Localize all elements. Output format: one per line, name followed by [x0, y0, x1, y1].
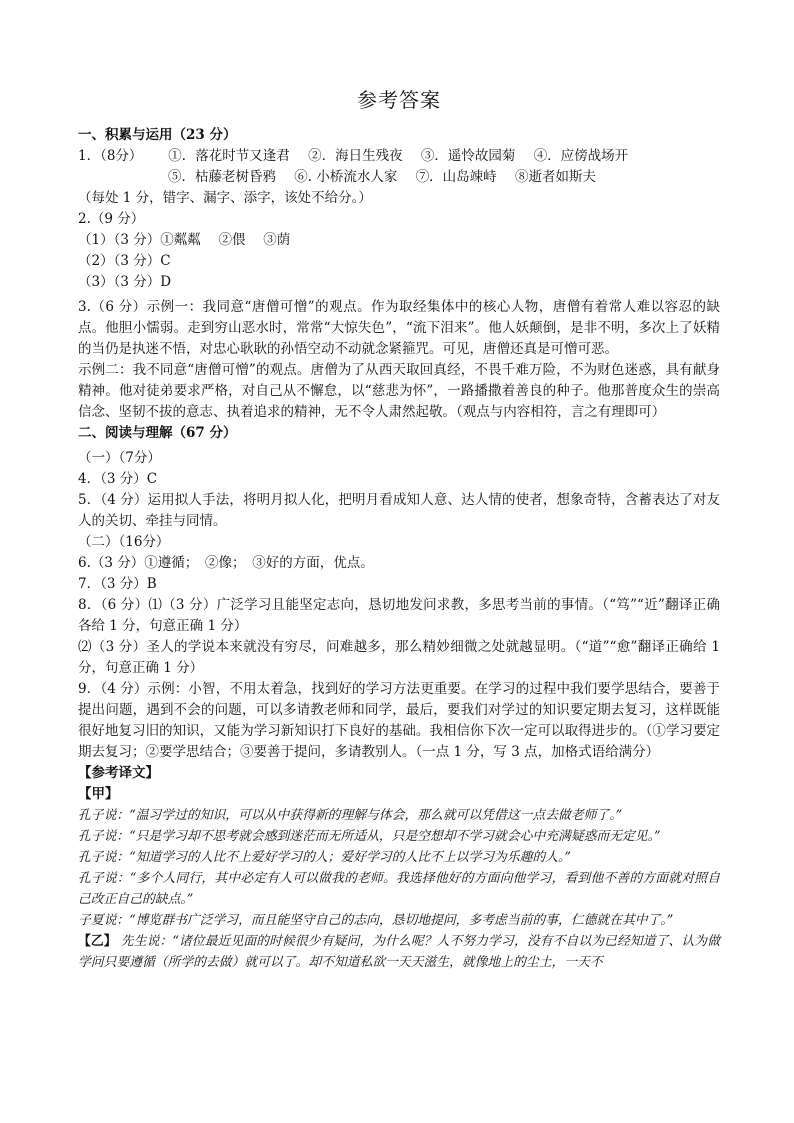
q3-example-2: 示例二：我不同意“唐僧可憎”的观点。唐僧为了从西天取回真经，不畏千难万险，不为财色迷惑，具有献身精神。他对徒弟要求严格，对自己从不懈怠，以“慈悲为怀”，一路播撒着善良的种子。他那普度众生的崇高信念、坚韧不拔的意志、执着追求的精神，无不令人肃然起敬。（观点与内容相符，言之有理即可）: [78, 362, 720, 420]
q9-answer: 9．（4 分）示例：小智，不用太着急，找到好的学习方法更重要。在学习的过程中我们要学思结合，要善于提出问题，遇到不会的问题，可以多请教老师和同学，最后，要我们对学过的知识要定期去复习，这样既能很好地复习旧的知识，又能为学习新知识打下良好的基础。我相信你下次一定可以取得进步的。（①学习要定期去复习；②要学思结合；③要善于提问，多请教别人。（一点 1 分，写 3 点，加格式语给满分）: [78, 681, 720, 760]
q1-answer-8: ⑧逝者如斯夫: [514, 169, 596, 185]
translation-line: 子夏说：“博览群书广泛学习，而且能坚守自己的志向，恳切地提问，多考虑当前的事，仁德就在其中了。”: [78, 913, 674, 928]
yi-paragraph: [78, 931, 720, 973]
q1-prefix: 1．（8分）: [78, 148, 143, 164]
q1-note: （每处 1 分，错字、漏字、添字，该处不给分。）: [78, 190, 372, 206]
section1-heading: 一、积累与运用（23 分）: [78, 127, 237, 143]
q3-example-1: 3.（6 分）示例一：我同意“唐僧可憎”的观点。作为取经集体中的核心人物，唐僧有着常人难以容忍的缺点。他胆小懦弱。走到穷山恶水时，常常“大惊失色”，“流下泪来”。他人妖颠倒，是非不明，多次上了妖精的当仍是执迷不悟，对忠心耿耿的孙悟空动不动就念紧箍咒。可见，唐僧还真是可憎可恶。: [78, 299, 720, 357]
reference-translation-heading: 【参考译文】: [78, 765, 159, 781]
q8-answer-1: 8．（6 分）⑴（3 分）广泛学习且能坚定志向，恳切地发问求教，多思考当前的事情。（“笃”“近”翻译正确各给 1 分，句意正确 1 分）: [78, 597, 720, 634]
q5-answer: 5．（4 分）运用拟人手法，将明月拟人化，把明月看成知人意、达人情的使者，想象奇特，含蓄表达了对友人的关切、牵挂与同情。: [78, 492, 720, 529]
section2-heading: 二、阅读与理解（67 分）: [78, 425, 237, 441]
q2-heading: 2.（9 分）: [78, 211, 145, 227]
page-title: 参考答案: [357, 88, 441, 112]
q6-answer: 6.（3 分）①遵循； ②像； ③好的方面，优点。: [78, 555, 374, 571]
q1-answer-3: ③．遥怜故园菊: [420, 148, 516, 164]
q1-answer-4: ④．应傍战场开: [533, 148, 629, 164]
yi-translation: 先生说：“诸位最近见面的时候很少有疑问，为什么呢？人不努力学习，没有不自以为已经知道了、认为做学问只要遵循（所学的去做）就可以了。却不知道私欲一天天滋生，就像地上的尘土，一天不: [78, 934, 720, 970]
answer-page: [78, 84, 720, 973]
translation-line: 孔子说：“温习学过的知识，可以从中获得新的理解与体会，那么就可以凭借这一点去做老师了。”: [78, 808, 623, 823]
q2-answer-3: （3）（3 分）D: [78, 274, 172, 290]
yi-heading: 【乙】: [78, 934, 117, 949]
q1-row2: [78, 167, 720, 188]
q4-answer: 4．（3 分）C: [78, 471, 158, 487]
q7-answer: 7．（3 分）B: [78, 576, 157, 592]
q1-answer-2: ②．海日生残夜: [308, 148, 403, 164]
part2-heading: （二）（16分）: [78, 534, 170, 550]
translation-line: 孔子说：“知道学习的人比不上爱好学习的人；爱好学习的人比不上以学习为乐趣的人。”: [78, 850, 571, 865]
translation-line: 孔子说：“只是学习却不思考就会感到迷茫而无所适从，只是空想却不学习就会心中充满疑惑而无定见。”: [78, 829, 661, 844]
q1-answer-7: ⑦．山岛竦峙: [415, 169, 497, 185]
q2-answer-2: （2）（3 分）C: [78, 253, 171, 269]
q8-answer-2: ⑵（3 分）圣人的学说本来就没有穷尽，问难越多，那么精妙细微之处就越显明。（“道”“愈”翻译正确给 1 分，句意正确 1 分）: [78, 639, 720, 676]
q1-row1: [78, 146, 720, 167]
jia-heading: 【甲】: [78, 786, 119, 802]
translation-line: 孔子说：“多个人同行，其中必定有人可以做我的老师。我选择他好的方面向他学习，看到他不善的方面就对照自己改正自己的缺点。”: [78, 871, 720, 907]
q2-answer-1: （1）（3 分）①粼粼 ②偎 ③荫: [78, 232, 291, 248]
q1-answer-1: ①．落花时节又逢君: [168, 148, 290, 164]
q1-answer-6: ⑥. 小桥流水人家: [294, 169, 398, 185]
part1-heading: （一）（7分）: [78, 450, 161, 466]
q1-answer-5: ⑤．枯藤老树昏鸦: [168, 169, 276, 185]
